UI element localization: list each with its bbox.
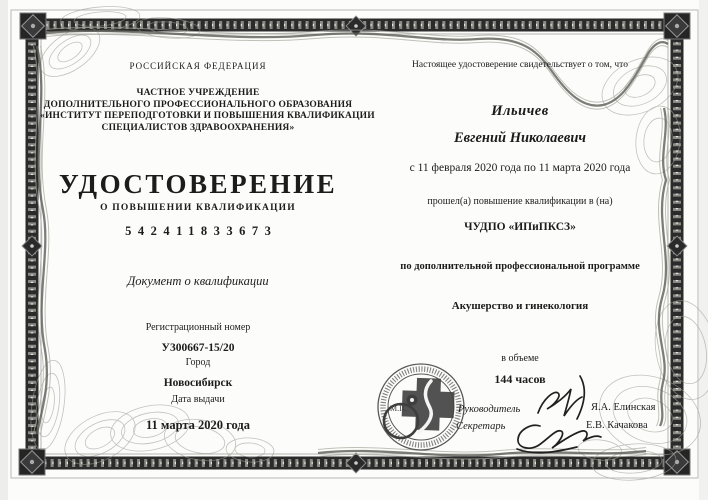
country-heading: РОССИЙСКАЯ ФЕДЕРАЦИЯ <box>129 61 267 71</box>
issue-date-value: 11 марта 2020 года <box>145 418 251 432</box>
program-name: Акушерство и гинекология <box>451 300 589 312</box>
certification-statement: Настоящее удостоверение свидетельствует о том, что <box>412 60 628 70</box>
signatures-ink <box>517 376 601 453</box>
holder-last-name: Ильичев <box>491 103 549 119</box>
issue-date-label: Дата выдачи <box>171 394 225 405</box>
registration-number-label: Регистрационный номер <box>145 322 251 333</box>
side-diamond-right <box>667 236 687 256</box>
head-signature-name: Я.А. Елинская <box>591 402 656 413</box>
side-diamond-left <box>22 236 42 256</box>
holder-first-middle-name: Евгений Николаевич <box>453 130 587 146</box>
city-value: Новосибирск <box>163 377 233 389</box>
institution-name-line: СПЕЦИАЛИСТОВ ЗДРАВООХРАНЕНИЯ» <box>101 122 295 133</box>
city-label: Город <box>185 357 211 368</box>
document-title: УДОСТОВЕРЕНИЕ <box>58 169 338 199</box>
institution-name-line: ДОПОЛНИТЕЛЬНОГО ПРОФЕССИОНАЛЬНОГО ОБРАЗОВАНИЯ <box>43 99 353 110</box>
institution-name-line: «ИНСТИТУТ ПЕРЕПОДГОТОВКИ И ПОВЫШЕНИЯ КВАЛИФИКАЦИИ <box>40 111 375 121</box>
program-label: по дополнительной профессиональной программе <box>400 261 640 272</box>
volume-value: 144 часов <box>494 372 546 386</box>
blank-serial-number: 542411833673 <box>125 224 278 238</box>
corner-ornament-top-right <box>664 13 690 39</box>
volume-label: в объеме <box>501 353 539 364</box>
document-kind: Документ о квалификации <box>127 274 269 288</box>
secretary-signature-label: Секретарь <box>456 421 506 432</box>
corner-ornament-bottom-left <box>19 449 45 475</box>
guilloche-top-left <box>32 4 201 87</box>
secretary-signature-name: Е.В. Качакова <box>586 420 648 431</box>
corner-ornament-top-left <box>20 13 46 39</box>
organization-name: ЧУДПО «ИПиПКСЗ» <box>464 221 576 233</box>
scan-left-edge <box>0 0 8 500</box>
side-diamond-bottom <box>346 453 366 473</box>
document-subtitle: О ПОВЫШЕНИИ КВАЛИФИКАЦИИ <box>100 203 296 213</box>
action-statement: прошел(а) повышение квалификации в (на) <box>427 196 613 207</box>
seal-abbr-text: М.П. <box>390 404 407 413</box>
training-period: с 11 февраля 2020 года по 11 марта 2020 года <box>409 162 631 174</box>
registration-number: У300667-15/20 <box>161 342 235 354</box>
institution-name-line: ЧАСТНОЕ УЧРЕЖДЕНИЕ <box>136 88 260 98</box>
head-signature-label: Руководитель <box>458 404 521 415</box>
